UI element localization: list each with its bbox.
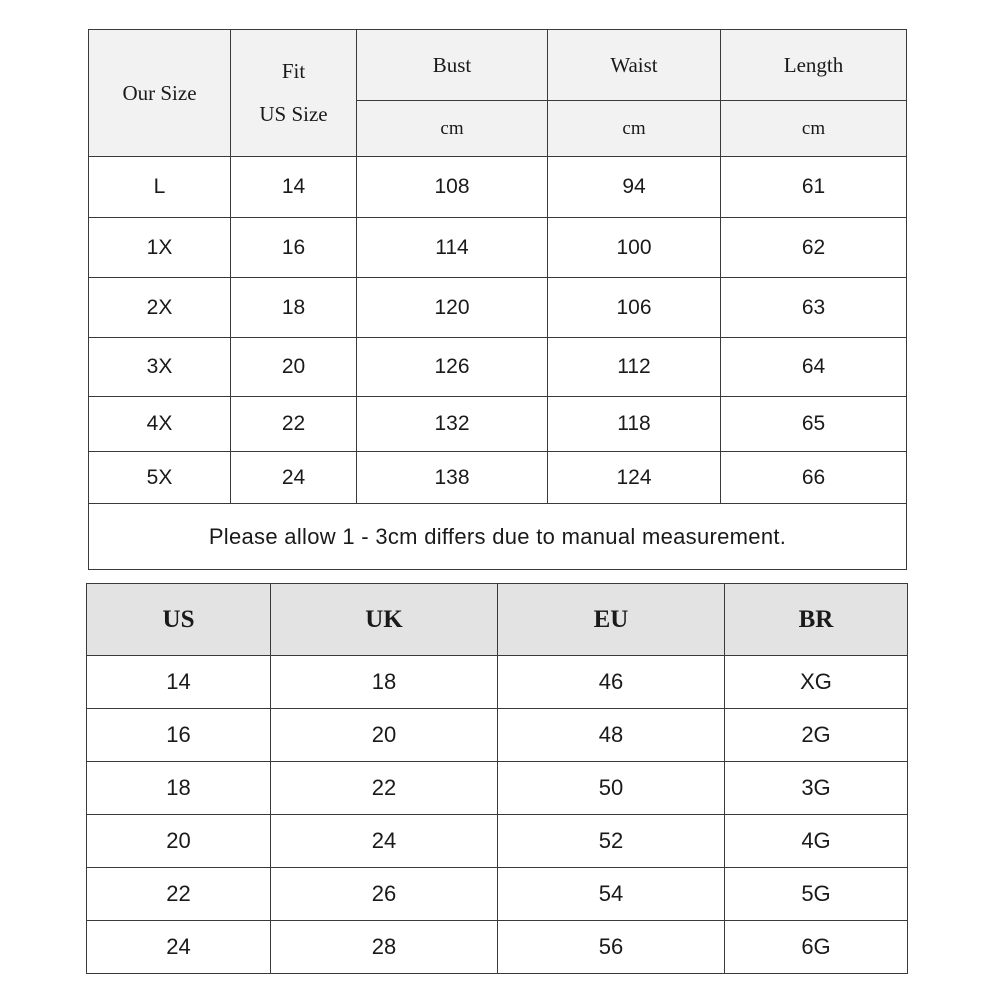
size-cell: 138 — [357, 452, 548, 504]
conversion-cell: XG — [725, 656, 908, 709]
size-cell: 126 — [357, 338, 548, 397]
size-cell: 5X — [89, 452, 231, 504]
size-cell: 112 — [548, 338, 721, 397]
size-cell: 100 — [548, 218, 721, 278]
size-row — [89, 452, 907, 504]
conversion-cell: 5G — [725, 868, 908, 921]
size-cell: 4X — [89, 397, 231, 452]
size-cell: 118 — [548, 397, 721, 452]
size-row — [89, 338, 907, 397]
conversion-cell: 18 — [87, 762, 271, 815]
size-cell: 64 — [721, 338, 907, 397]
header-br: BR — [725, 584, 908, 656]
header-fit-us-size — [231, 30, 357, 157]
measurement-note: Please allow 1 - 3cm differs due to manual measurement. — [89, 504, 907, 570]
size-row — [89, 397, 907, 452]
size-conversion-table — [86, 583, 908, 974]
size-cell: 114 — [357, 218, 548, 278]
size-cell: 66 — [721, 452, 907, 504]
conversion-cell: 46 — [498, 656, 725, 709]
conversion-cell: 4G — [725, 815, 908, 868]
conversion-cell: 6G — [725, 921, 908, 974]
conversion-cell: 22 — [271, 762, 498, 815]
size-cell: 108 — [357, 157, 548, 218]
header-eu: EU — [498, 584, 725, 656]
header-waist: Waist — [548, 30, 721, 101]
size-cell: 22 — [231, 397, 357, 452]
size-cell: 1X — [89, 218, 231, 278]
conversion-row — [87, 815, 908, 868]
conversion-cell: 16 — [87, 709, 271, 762]
size-cell: L — [89, 157, 231, 218]
conversion-cell: 20 — [87, 815, 271, 868]
size-cell: 3X — [89, 338, 231, 397]
conversion-row — [87, 762, 908, 815]
header-bust: Bust — [357, 30, 548, 101]
header-length: Length — [721, 30, 907, 101]
size-cell: 120 — [357, 278, 548, 338]
conversion-cell: 3G — [725, 762, 908, 815]
size-row — [89, 157, 907, 218]
conversion-cell: 22 — [87, 868, 271, 921]
unit-bust: cm — [357, 101, 548, 157]
size-row — [89, 218, 907, 278]
conversion-row — [87, 709, 908, 762]
conversion-cell: 28 — [271, 921, 498, 974]
unit-length: cm — [721, 101, 907, 157]
size-cell: 18 — [231, 278, 357, 338]
size-cell: 61 — [721, 157, 907, 218]
size-cell: 106 — [548, 278, 721, 338]
size-cell: 16 — [231, 218, 357, 278]
conversion-cell: 54 — [498, 868, 725, 921]
conversion-cell: 24 — [271, 815, 498, 868]
conversion-cell: 50 — [498, 762, 725, 815]
header-uk: UK — [271, 584, 498, 656]
size-cell: 2X — [89, 278, 231, 338]
unit-waist: cm — [548, 101, 721, 157]
conversion-cell: 24 — [87, 921, 271, 974]
size-cell: 20 — [231, 338, 357, 397]
conversion-cell: 56 — [498, 921, 725, 974]
header-our-size: Our Size — [89, 30, 231, 157]
size-cell: 63 — [721, 278, 907, 338]
conversion-cell: 18 — [271, 656, 498, 709]
size-cell: 94 — [548, 157, 721, 218]
size-cell: 65 — [721, 397, 907, 452]
header-us: US — [87, 584, 271, 656]
conversion-cell: 14 — [87, 656, 271, 709]
size-cell: 14 — [231, 157, 357, 218]
conversion-cell: 20 — [271, 709, 498, 762]
size-cell: 124 — [548, 452, 721, 504]
size-cell: 62 — [721, 218, 907, 278]
conversion-cell: 48 — [498, 709, 725, 762]
conversion-cell: 2G — [725, 709, 908, 762]
size-row — [89, 278, 907, 338]
conversion-cell: 52 — [498, 815, 725, 868]
conversion-row — [87, 868, 908, 921]
size-cell: 132 — [357, 397, 548, 452]
size-chart-table — [88, 29, 907, 570]
conversion-cell: 26 — [271, 868, 498, 921]
size-cell: 24 — [231, 452, 357, 504]
header-us-size-label: US Size — [259, 102, 328, 126]
header-fit-label: Fit — [281, 59, 306, 83]
conversion-row — [87, 656, 908, 709]
conversion-row — [87, 921, 908, 974]
